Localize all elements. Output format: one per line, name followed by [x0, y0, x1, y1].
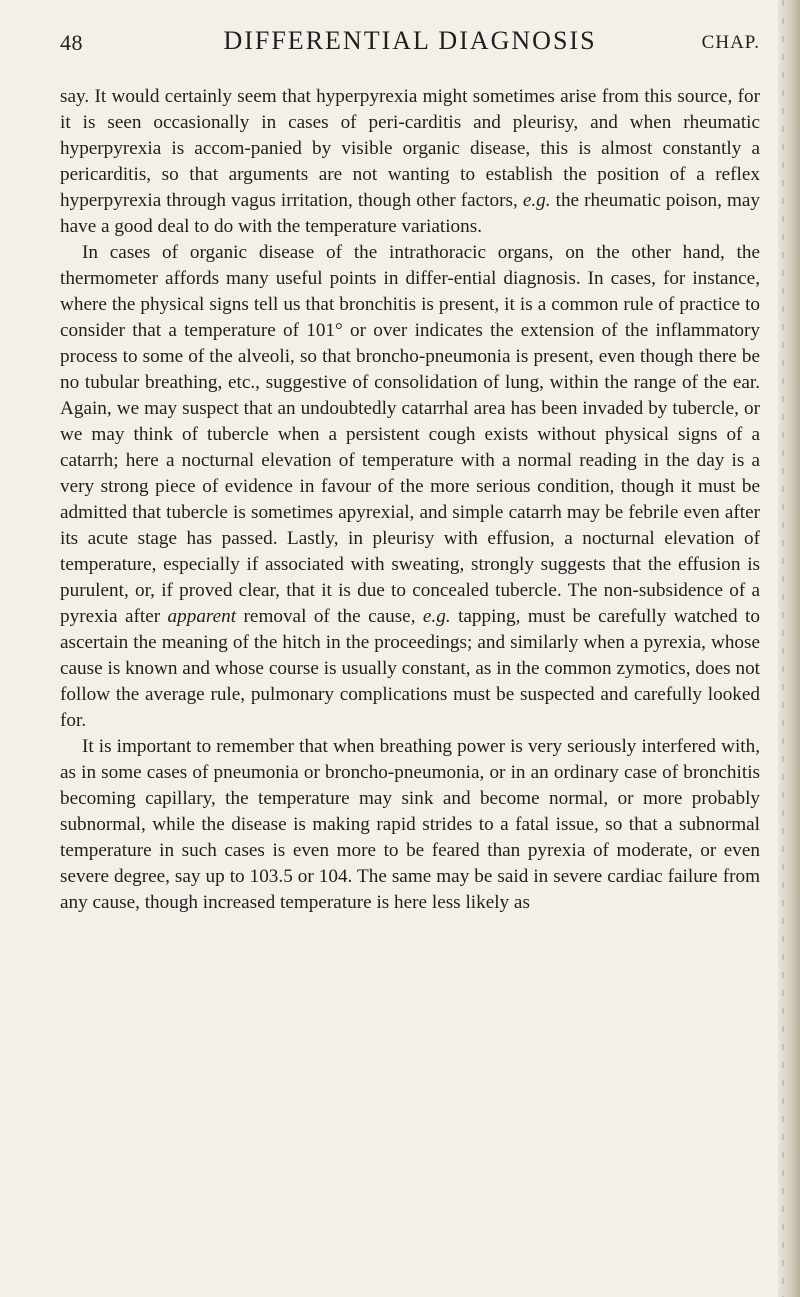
paragraph: say. It would certainly seem that hyperpyrexia might sometimes arise from this source, for it is seen occasionally in cases of peri-carditis and pleurisy, and when rheumatic hyperpyrexia is accom-panied by visible organic disease, this is almost constantly a pericarditis, so that arguments are not wanting to establish the position of a reflex hyperpyrexia through vagus irritation, though other factors, e.g. the rheumatic poison, may have a good deal to do with the temperature variations. [60, 86, 760, 237]
body-text [60, 84, 760, 916]
page-number: 48 [60, 30, 83, 55]
paragraph: In cases of organic disease of the intrathoracic organs, on the other hand, the thermometer affords many useful points in differ-ential diagnosis. In cases, for instance, where the physical signs tell us that bronchitis is present, it is a common rule of practice to consider that a temperature of 101° or over indicates the extension of the inflammatory process to some of the alveoli, so that broncho-pneumonia is present, even though there be no tubular breathing, etc., suggestive of consolidation of lung, within the range of the ear. Again, we may suspect that an undoubtedly catarrhal area has been invaded by tubercle, or we may think of tubercle when a persistent cough exists without physical signs of a catarrh; here a nocturnal elevation of temperature with a normal reading in the day is a very strong piece of evidence in favour of the more serious condition, though it must be admitted that tubercle is sometimes apyrexial, and simple catarrh may be febrile even after its acute stage has passed. Lastly, in pleurisy with effusion, a nocturnal elevation of temperature, especially if associated with sweating, strongly suggests that the effusion is purulent, or, if proved clear, that it is due to concealed tubercle. The non-subsidence of a pyrexia after apparent removal of the cause, e.g. tapping, must be carefully watched to ascertain the meaning of the hitch in the proceedings; and similarly when a pyrexia, whose cause is known and whose course is usually constant, as in the common zymotics, does not follow the average rule, pulmonary complications must be suspected and carefully looked for. [60, 242, 760, 731]
paragraph: It is important to remember that when breathing power is very seriously interfered with, as in some cases of pneumonia or broncho-pneumonia, or in an ordinary case of bronchitis becoming capillary, the temperature may sink and become normal, or more probably subnormal, while the disease is making rapid strides to a fatal issue, so that a subnormal temperature in such cases is even more to be feared than pyrexia of moderate, or even severe degree, say up to 103.5 or 104. The same may be said in severe cardiac failure from any cause, though increased temperature is here less likely as [60, 736, 760, 913]
running-title: DIFFERENTIAL DIAGNOSIS [223, 26, 597, 55]
page-edge [778, 0, 800, 1297]
chapter-mark: CHAP. [701, 32, 760, 53]
running-header [60, 24, 760, 68]
